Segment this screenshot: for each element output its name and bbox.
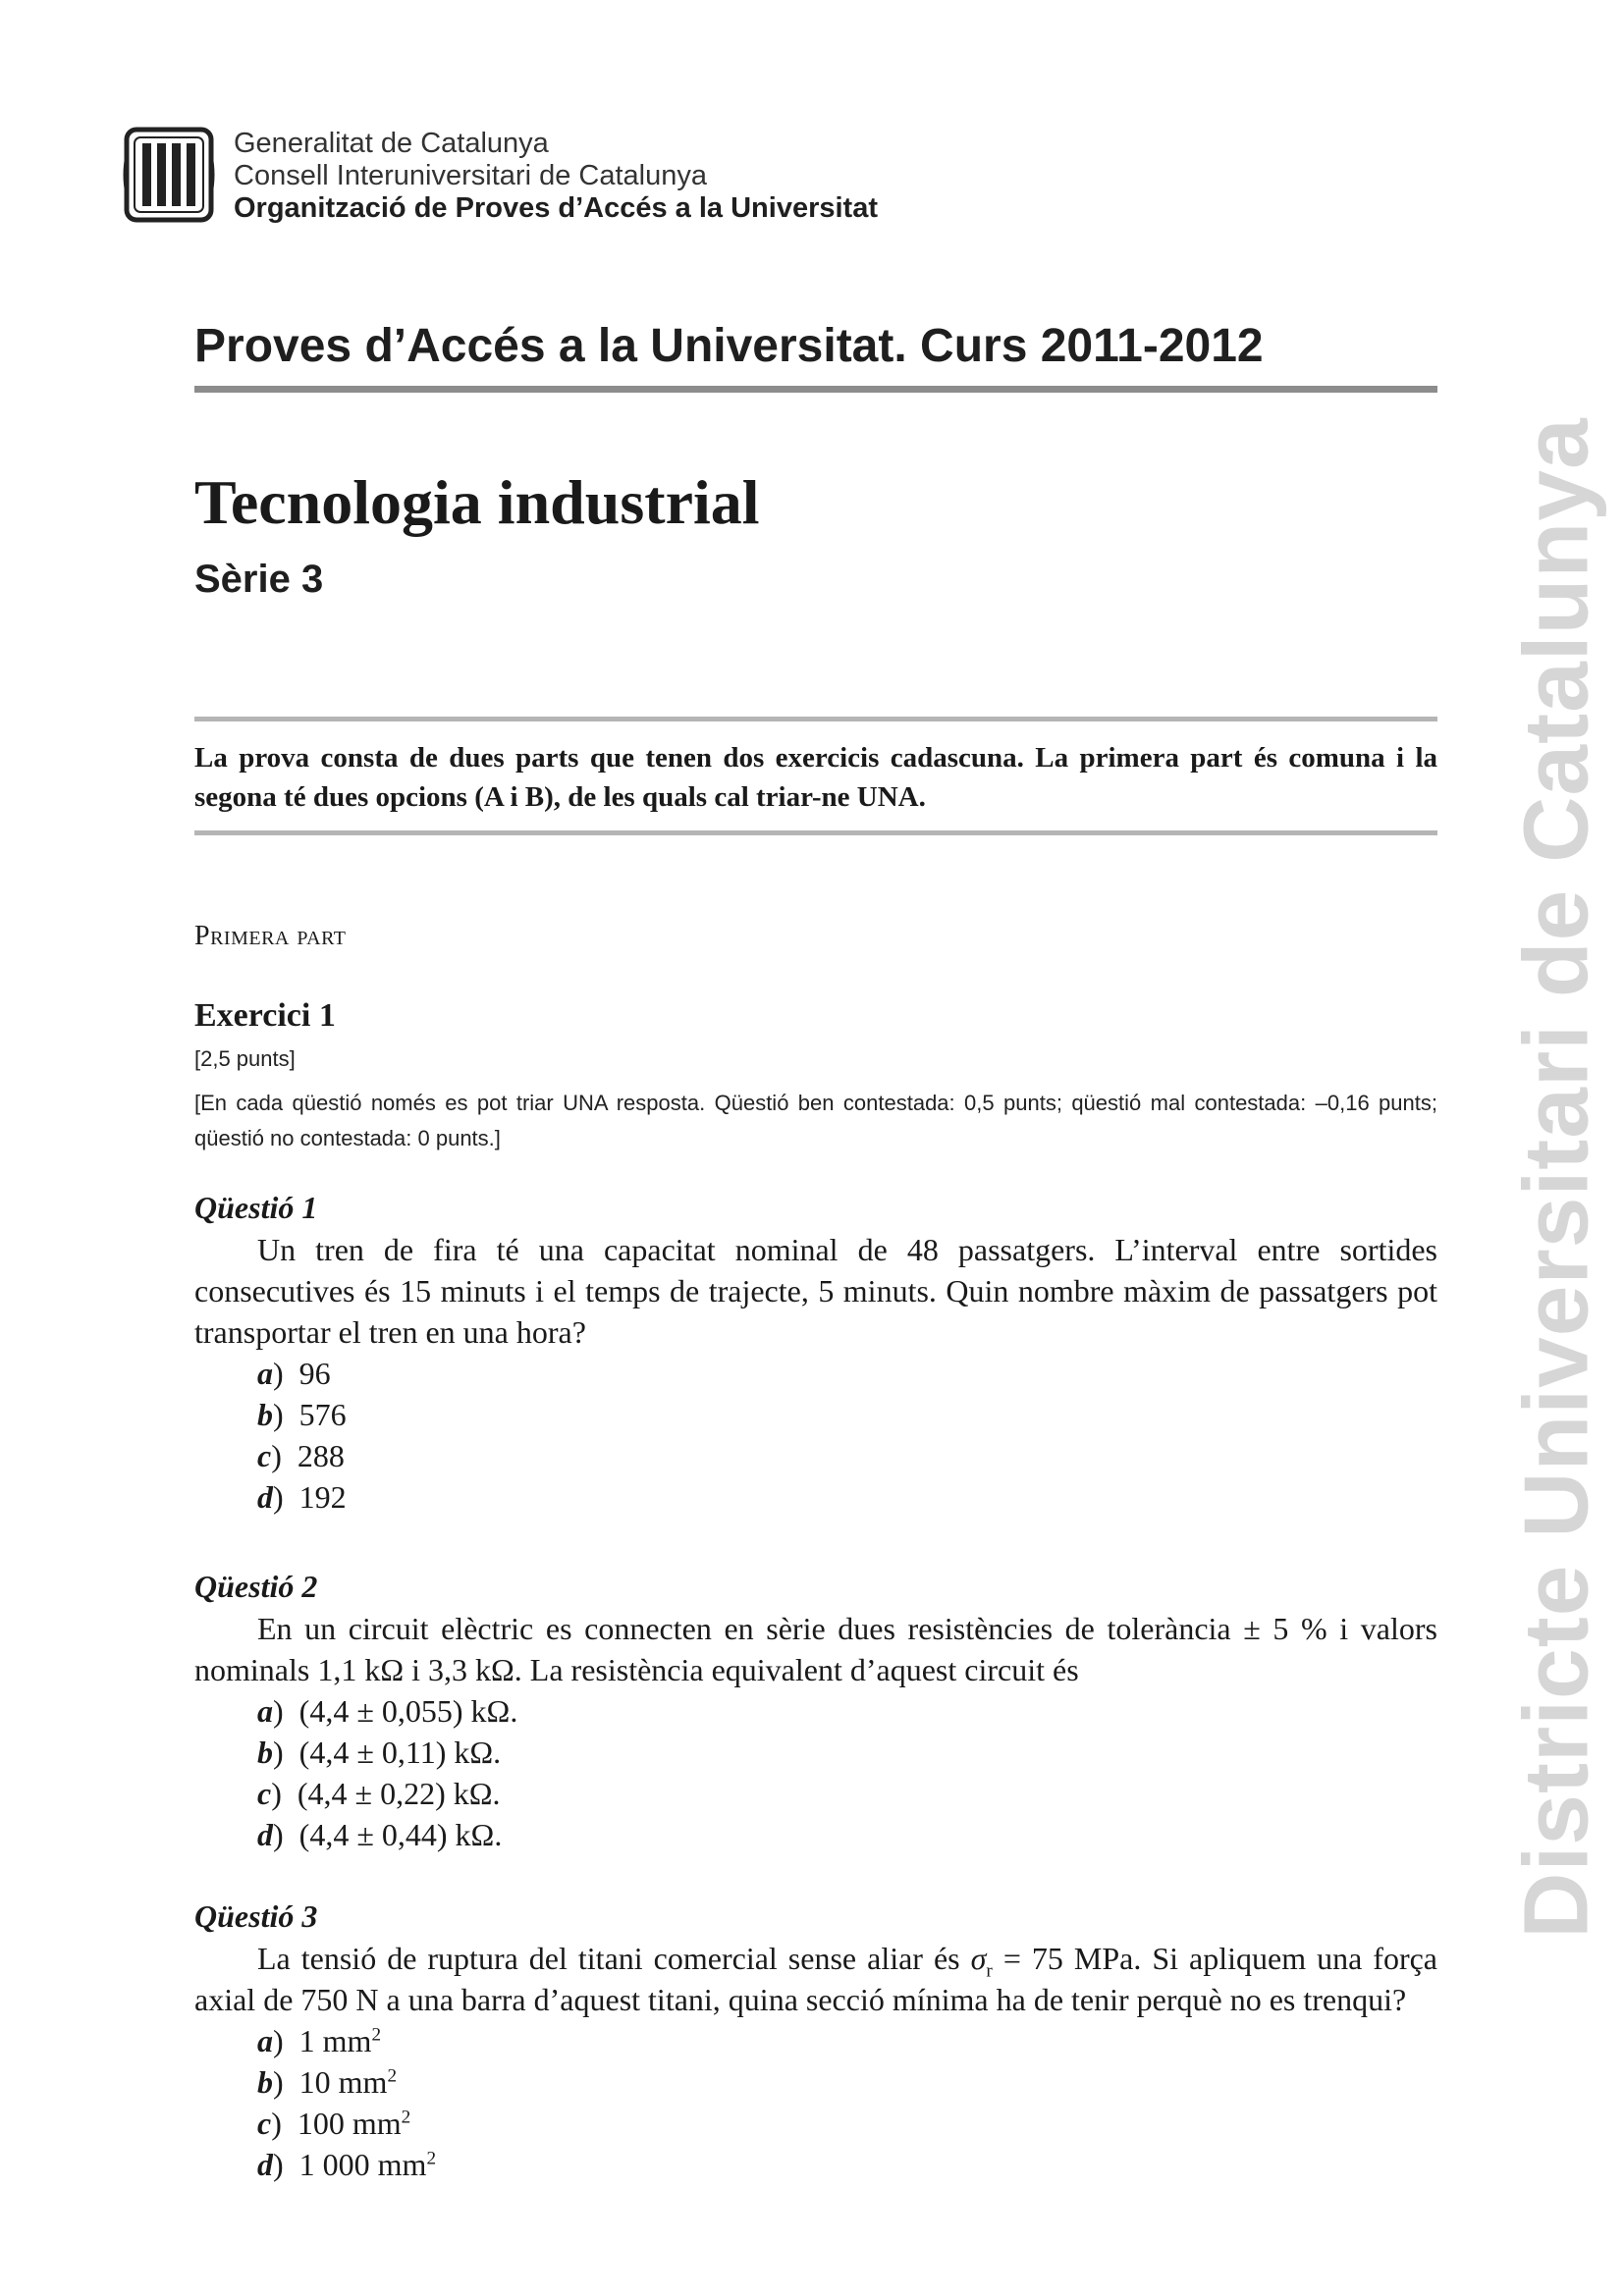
option-a[interactable]: a) 1 $mm^2$ [257,2023,382,2058]
question-1 [194,1186,1437,1518]
institution-line-1: Generalitat de Catalunya [234,128,549,159]
subject-title: Tecnologia industrial [194,467,760,537]
option-b[interactable]: b) 576 [257,1397,347,1432]
question-title: Qüestió 1 [194,1190,318,1225]
option-d[interactable]: d) 1 000 $mm^2$ [257,2147,437,2182]
intro-divider-bottom [194,830,1437,835]
question-2 [194,1565,1437,1855]
institution-block [234,128,878,225]
institution-line-3: Organització de Proves d’Accés a la Universitat [234,192,878,224]
exercise-note: [En cada qüestió només es pot triar UNA resposta. Qüestió ben contestada: 0,5 punts; qüestió mal contestada: –0,16 punts; qüestió no contestada: 0 punts.] [194,1091,1437,1150]
option-c[interactable]: c) (4,4 ± 0,22) kΩ. [257,1776,501,1811]
question-body: La tensió de ruptura del titani comercial sense aliar és $\sigma_r = 75$ MPa. Si apliquem una força axial de 750 N a una barra d’aquest titani, quina secció mínima ha de tenir perquè no es trenqui? [194,1941,1438,2017]
option-d[interactable]: d) 192 [257,1479,347,1515]
option-b[interactable]: b) 10 $mm^2$ [257,2064,398,2100]
page-title: Proves d’Accés a la Universitat. Curs 2011-2012 [194,320,1264,372]
question-body: En un circuit elèctric es connecten en sèrie dues resistències de tolerància ± 5 % i valors nominals 1,1 kΩ i 3,3 kΩ. La resistència equivalent d’aquest circuit és [194,1611,1437,1687]
option-d[interactable]: d) (4,4 ± 0,44) kΩ. [257,1817,503,1852]
question-title: Qüestió 3 [194,1898,318,1934]
option-c[interactable]: c) 100 $mm^2$ [257,2106,411,2141]
side-watermark: Districte Universitari de Catalunya [1504,417,1607,1939]
generalitat-logo-icon [123,126,215,224]
exercise-points: [2,5 punts] [194,1046,296,1071]
intro-divider-top [194,717,1437,721]
option-a[interactable]: a) 96 [257,1356,331,1391]
question-title: Qüestió 2 [194,1569,318,1604]
exercise-title: Exercici 1 [194,997,336,1034]
question-body: Un tren de fira té una capacitat nominal de 48 passatgers. L’interval entre sortides consecutives és 15 minuts i el temps de trajecte, 5 minuts. Quin nombre màxim de passatgers pot transportar el tren en una hora? [194,1232,1437,1350]
part-heading: Primera part [194,921,347,951]
option-c[interactable]: c) 288 [257,1438,345,1473]
option-a[interactable]: a) (4,4 ± 0,055) kΩ. [257,1693,518,1729]
title-divider [194,386,1437,393]
serie-label: Sèrie 3 [194,558,324,601]
question-3 [194,1895,1437,2185]
option-b[interactable]: b) (4,4 ± 0,11) kΩ. [257,1735,502,1770]
institution-line-2: Consell Interuniversitari de Catalunya [234,160,707,191]
intro-text: La prova consta de dues parts que tenen dos exercicis cadascuna. La primera part és comuna i la segona té dues opcions (A i B), de les quals cal triar-ne UNA. [194,742,1437,813]
